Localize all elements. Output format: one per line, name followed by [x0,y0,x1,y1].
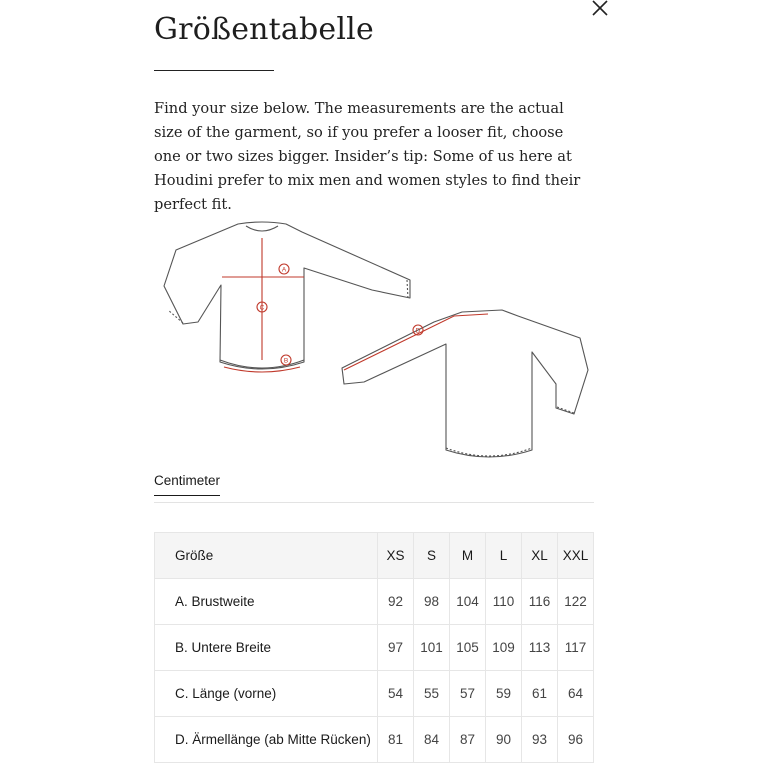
table-cell: 57 [450,671,486,717]
table-cell: 104 [450,579,486,625]
title-divider [154,70,274,71]
header-cell: Größe [155,533,378,579]
table-row [155,625,594,671]
table-cell: 117 [558,625,594,671]
table-cell: 92 [378,579,414,625]
table-cell: 61 [522,671,558,717]
header-cell: L [486,533,522,579]
table-cell: 54 [378,671,414,717]
header-cell: XL [522,533,558,579]
table-row [155,717,594,763]
table-cell: 59 [486,671,522,717]
label-a: A [281,266,287,274]
table-cell: 97 [378,625,414,671]
header-cell: XS [378,533,414,579]
intro-text: Find your size below. The measurements are the actual size of the garment, so if you prefer a looser fit, choose one or two sizes bigger. Insider’s tip: Some of us here at Houdini prefer to mix men and women styles to find their perfect fit. [154,100,581,213]
row-label: B. Untere Breite [155,625,378,671]
row-label: D. Ärmellänge (ab Mitte Rücken) [155,717,378,763]
row-label: C. Länge (vorne) [155,671,378,717]
units-tabs [154,473,594,503]
label-b: B [283,357,289,365]
front-shirt-outline [164,222,410,369]
table-cell: 90 [486,717,522,763]
table-cell: 96 [558,717,594,763]
close-icon[interactable] [589,0,611,19]
table-cell: 84 [414,717,450,763]
header-cell: XXL [558,533,594,579]
table-cell: 81 [378,717,414,763]
table-cell: 122 [558,579,594,625]
size-table [154,532,594,763]
header-cell: M [450,533,486,579]
table-cell: 113 [522,625,558,671]
tab-centimeter[interactable]: Centimeter [154,473,220,496]
back-shirt-outline [342,310,588,457]
table-row [155,579,594,625]
table-cell: 55 [414,671,450,717]
table-header-row [155,533,594,579]
table-cell: 116 [522,579,558,625]
page-title: Größentabelle [154,12,374,47]
label-d: D [415,327,421,335]
table-row [155,671,594,717]
row-label: A. Brustweite [155,579,378,625]
table-cell: 110 [486,579,522,625]
table-cell: 101 [414,625,450,671]
garment-measurement-illustration [154,210,594,472]
label-c: C [259,304,265,312]
table-cell: 93 [522,717,558,763]
table-cell: 64 [558,671,594,717]
header-cell: S [414,533,450,579]
table-cell: 98 [414,579,450,625]
table-cell: 87 [450,717,486,763]
table-cell: 105 [450,625,486,671]
table-cell: 109 [486,625,522,671]
